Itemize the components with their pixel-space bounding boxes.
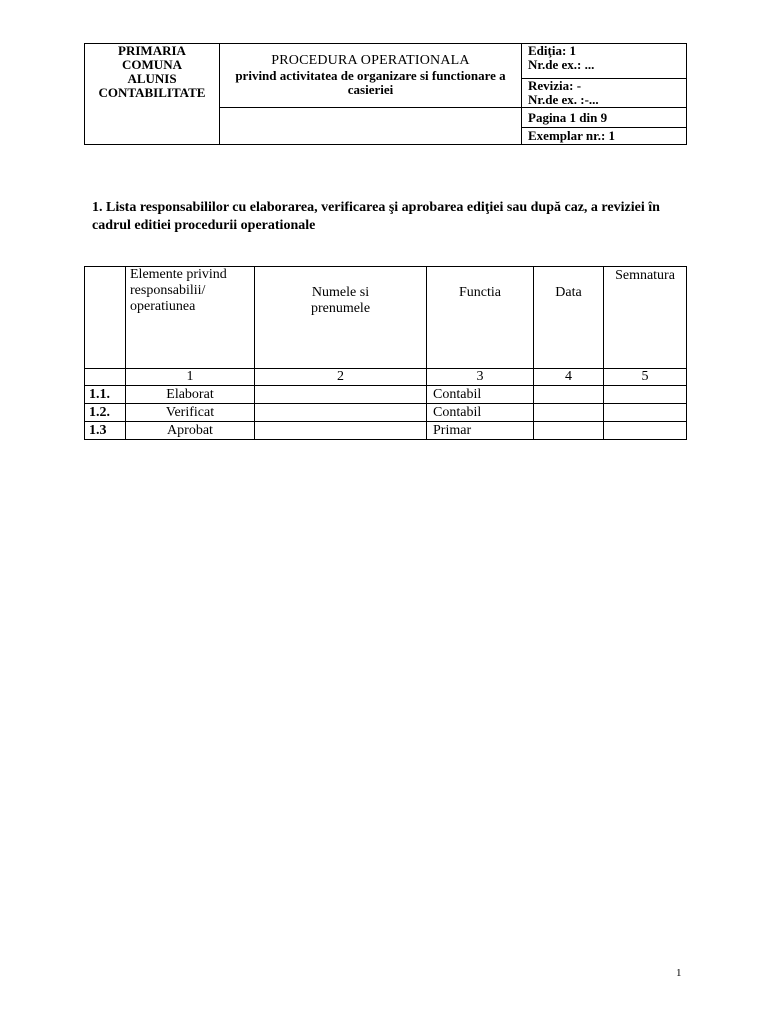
header-functia-text: Functia [459,285,501,300]
org-line: COMUNA [122,57,182,72]
header-empty-cell [85,267,126,369]
row-element: Verificat [126,404,255,422]
row-semnatura [604,404,687,422]
row-id: 1.2. [85,404,126,422]
page-number: 1 [676,967,682,979]
editia-cell [522,44,687,79]
header-data-text: Data [555,285,582,300]
column-number: 2 [255,369,427,386]
row-data [534,422,604,440]
pagina: Pagina 1 din 9 [522,108,687,128]
organization-cell [85,44,220,145]
editia-nr-ex: Nr.de ex.: ... [528,57,595,72]
row-nume [255,404,427,422]
number-empty-cell [85,369,126,386]
column-number: 3 [427,369,534,386]
procedure-title: PROCEDURA OPERATIONALA [271,53,470,68]
row-element: Elaborat [126,386,255,404]
org-line: ALUNIS [127,71,177,86]
row-nume [255,422,427,440]
column-numbers-row [85,369,687,386]
table-row [85,422,687,440]
header-data [534,267,604,369]
exemplar: Exemplar nr.: 1 [522,128,687,145]
row-functia: Primar [427,422,534,440]
row-semnatura [604,422,687,440]
header-table [84,43,687,145]
table-header-row [85,267,687,369]
column-number: 1 [126,369,255,386]
row-data [534,404,604,422]
column-number: 5 [604,369,687,386]
revizia-cell [522,79,687,108]
org-line: CONTABILITATE [98,85,206,100]
table-row [85,386,687,404]
header-nume-text: Numele si prenumele [310,285,371,316]
editia: Ediţia: 1 [528,43,577,58]
header-elemente: Elemente privind responsabilii/ operatiunea [126,267,255,369]
header-semnatura-text: Semnatura [615,268,675,283]
revizia: Revizia: - [528,78,582,93]
row-nume [255,386,427,404]
row-semnatura [604,386,687,404]
revizia-nr-ex: Nr.de ex. :-... [528,92,599,107]
responsibles-table [84,266,687,440]
table-row [85,404,687,422]
row-data [534,386,604,404]
procedure-subtitle: privind activitatea de organizare si functionare a casieriei [235,68,506,97]
header-semnatura [604,267,687,369]
row-id: 1.1. [85,386,126,404]
empty-cell [220,108,522,145]
org-line: PRIMARIA [118,43,186,58]
column-number: 4 [534,369,604,386]
section-title: 1. Lista responsabililor cu elaborarea, verificarea şi aprobarea ediţiei sau după caz, a reviziei în cadrul editiei procedurii operationale [92,200,660,233]
row-id: 1.3 [85,422,126,440]
procedure-title-cell [220,44,522,108]
row-element: Aprobat [126,422,255,440]
header-functia [427,267,534,369]
header-nume [255,267,427,369]
row-functia: Contabil [427,386,534,404]
row-functia: Contabil [427,404,534,422]
